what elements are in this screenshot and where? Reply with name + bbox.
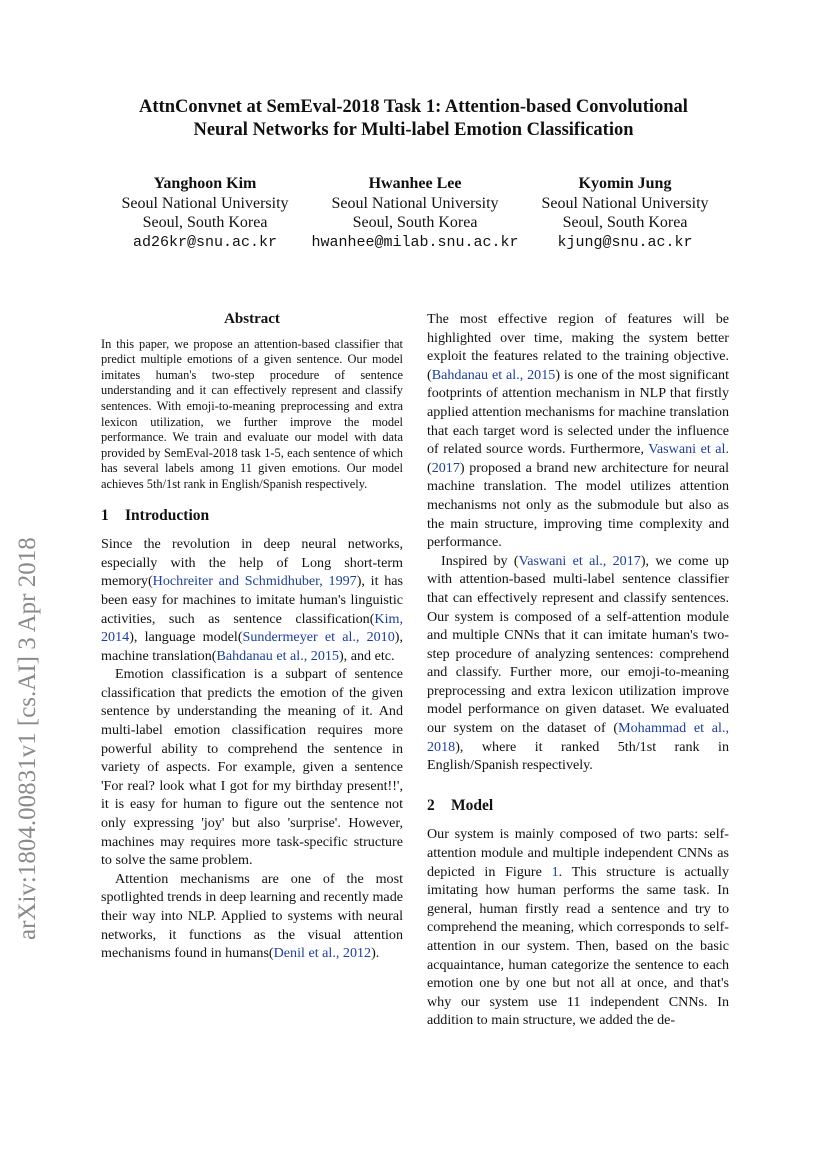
text-run: ), we come up with attention-based multi-label sentence classifier that can effectively represent and classify sentences. Our system is composed of a self-attention module and multiple CNNs that it can imitate human's two-step procedure of analyzing sentences: comprehend and classify. Further more, our emoji-to-meaning preprocessing and extra lexicon utilization improve model performance on given dataset. We evaluated our system on the dataset of (	[427, 552, 729, 737]
intro-paragraph-3	[101, 870, 403, 963]
citation-link[interactable]: Vaswani et al.	[648, 441, 729, 458]
citation-link[interactable]: Sundermeyer et al., 2010	[242, 629, 395, 646]
citation-link[interactable]: Denil et al., 2012	[273, 945, 372, 962]
author-1	[95, 174, 315, 252]
abstract-heading: Abstract	[224, 311, 280, 327]
left-column	[101, 310, 403, 963]
section-number: 1	[101, 506, 109, 524]
text-run: . This structure is actually imitating how human performs the same task. In general, human firstly read a sentence and try to comprehend the meaning, which corresponds to self-attention in our system. Then, based on the basic acquaintance, human categorize the sentence to each emotion one by one but not all at once, and that's why our system use 11 independent CNNs. In addition to main structure, we added the de-	[427, 863, 729, 1029]
text-run: Inspired by (	[441, 552, 519, 569]
author-3	[515, 174, 735, 252]
text-run: ) proposed a brand new architecture for neural machine translation. The model utilizes attention mechanisms not only as the submodule but also as the main structure, improving time complexity and performance.	[427, 459, 729, 551]
author-name: Hwanhee Lee	[368, 175, 462, 192]
abstract-text: In this paper, we propose an attention-based classifier that predict multiple emotions of a given sentence. Our model imitates human's two-step procedure of sentence understanding and it can effectively represent and classify sentences. With emoji-to-meaning preprocessing and extra lexicon utilization, we further improve the model performance. We train and evaluate our model with data provided by SemEval-2018 task 1-5, each sentence of which has several labels among 11 given emotions. Our model achieves 5th/1st rank in English/Spanish respectively.	[101, 336, 403, 491]
text-run: Attention mechanisms are one of the most spotlighted trends in deep learning and recently made their way into NLP. Applied to systems with neural networks, it functions as the visual attention mechanisms found in humans(	[101, 870, 403, 962]
author-location: Seoul, South Korea	[562, 214, 688, 231]
citation-link[interactable]: Vaswani et al., 2017	[518, 552, 641, 569]
text-run: (	[427, 459, 432, 476]
section-number: 2	[427, 796, 435, 814]
title-line-1: AttnConvnet at SemEval-2018 Task 1: Attention-based Convolutional	[139, 97, 688, 117]
text-run: ).	[371, 945, 380, 962]
text-run: ) is one of the most significant footprints of attention mechanism in NLP that firstly applied attention mechanisms for machine translation that each target word is selected under the influence of related source words. Furthermore,	[427, 366, 729, 458]
intro-paragraph-5	[427, 552, 729, 775]
section-heading-model	[427, 797, 729, 816]
citation-link[interactable]: Bahdanau et al., 2015	[431, 366, 556, 383]
author-email: hwanhee@milab.snu.ac.kr	[311, 233, 519, 251]
author-name: Yanghoon Kim	[153, 175, 257, 192]
author-2	[305, 174, 525, 252]
citation-link[interactable]: Bahdanau et al., 2015	[216, 647, 339, 664]
intro-paragraph-2: Emotion classification is a subpart of sentence classification that predicts the emotion of the given sentence by understanding the meaning of it. And multi-label emotion classification requires more powerful ability to comprehend the sentence in variety of aspects. For example, given a sentence 'For real? look what I got for my birthday present!!', it is easy for human to figure out the sentence not only expressing 'joy' but also 'surprise'. However, machines may requires more task-specific structure to solve the same problem.	[101, 666, 403, 869]
text-run: Our system is mainly composed of two parts: self-attention module and multiple independent CNNs as depicted in Figure	[427, 826, 729, 880]
text-run: ), machine translation(	[101, 629, 403, 664]
model-paragraph-1	[427, 825, 729, 1030]
author-block	[90, 174, 750, 258]
citation-link[interactable]: Kim, 2014	[101, 610, 403, 646]
text-run: ), language model(	[129, 629, 243, 646]
section-title: Model	[451, 796, 494, 814]
text-run: ), and etc.	[338, 647, 395, 664]
right-column	[427, 310, 729, 1030]
intro-paragraph-4	[427, 310, 729, 552]
author-email: ad26kr@snu.ac.kr	[132, 233, 278, 251]
author-affiliation: Seoul National University	[121, 194, 289, 212]
intro-paragraph-1	[101, 535, 403, 665]
author-affiliation: Seoul National University	[541, 194, 709, 212]
arxiv-stamp: arXiv:1804.00831v1 [cs.AI] 3 Apr 2018	[14, 537, 41, 940]
author-location: Seoul, South Korea	[142, 214, 268, 231]
title-line-2: Neural Networks for Multi-label Emotion Classification	[193, 120, 634, 140]
text-run: Since the revolution in deep neural networks, especially with the help of Long short-term memory(	[101, 536, 403, 590]
text-run: ), it has been easy for machines to imitate human's linguistic activities, such as sentence classification(	[101, 573, 403, 627]
section-heading-introduction	[101, 507, 403, 526]
paper-title	[80, 96, 747, 142]
section-title: Introduction	[125, 506, 210, 524]
author-email: kjung@snu.ac.kr	[557, 233, 693, 251]
author-location: Seoul, South Korea	[352, 214, 478, 231]
citation-link[interactable]: 2017	[431, 459, 460, 476]
citation-link[interactable]: Hochreiter and Schmidhuber, 1997	[152, 573, 357, 590]
text-run: ), where it ranked 5th/1st rank in English/Spanish respectively.	[427, 738, 729, 774]
figure-link[interactable]: 1	[551, 863, 559, 880]
text-run: The most effective region of features will be highlighted over time, making the system better exploit the features related to the training objective. (	[427, 311, 729, 383]
citation-link[interactable]: Mohammad et al., 2018	[427, 720, 729, 755]
author-affiliation: Seoul National University	[331, 194, 499, 212]
author-name: Kyomin Jung	[578, 175, 672, 192]
